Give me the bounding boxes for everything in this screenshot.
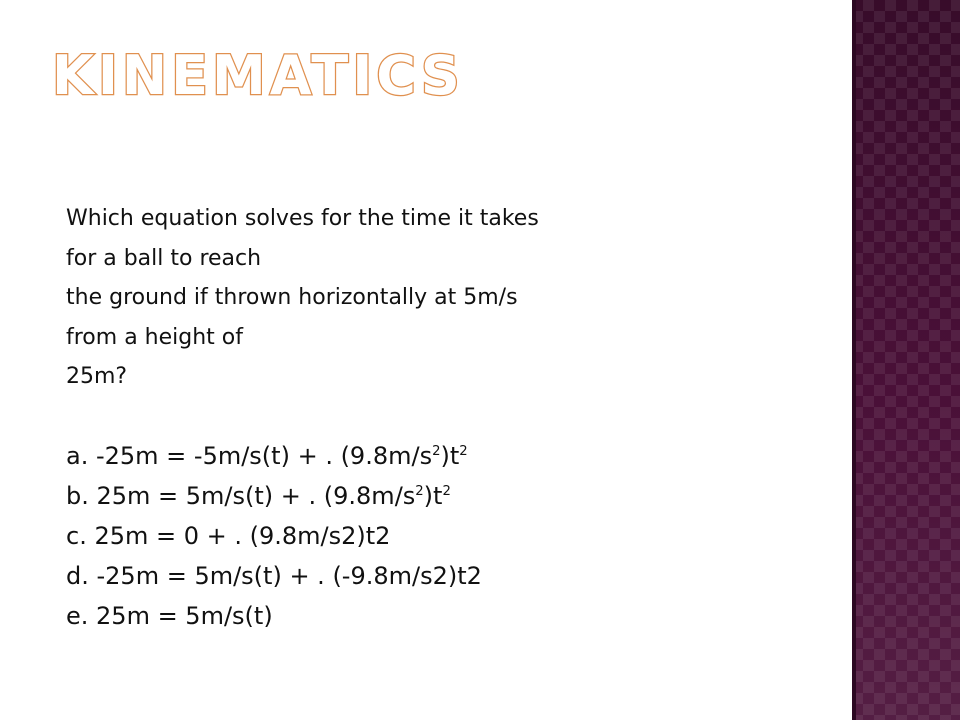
- answer-option-b: [66, 476, 766, 516]
- answer-a-exponent: 2: [432, 443, 441, 459]
- answer-b-exponent: 2: [442, 483, 451, 499]
- answer-a-exponent: 2: [459, 443, 468, 459]
- answer-b-text-end: )t: [423, 482, 443, 510]
- answer-a-text: a. -25m = -5m/s(t) + . (9.8m/s: [66, 442, 433, 470]
- question-line: 25m?: [66, 364, 128, 389]
- answer-option-c: c. 25m = 0 + . (9.8m/s2)t2: [66, 522, 391, 550]
- answer-b-text: b. 25m = 5m/s(t) + . (9.8m/s: [66, 482, 416, 510]
- question-line: the ground if thrown horizontally at 5m/s: [66, 285, 518, 310]
- answer-option-e: e. 25m = 5m/s(t): [66, 602, 273, 630]
- question-line: from a height of: [66, 324, 243, 350]
- spacer: [66, 397, 766, 437]
- decorative-side-band: [852, 0, 960, 720]
- question-line: for a ball to reach: [66, 245, 262, 271]
- answer-option-a: [66, 436, 766, 476]
- slide-title: KINEMATICS: [52, 44, 464, 107]
- question-line: Which equation solves for the time it takes: [66, 206, 539, 231]
- answer-option-d: d. -25m = 5m/s(t) + . (-9.8m/s2)t2: [66, 562, 482, 590]
- answer-b-exponent: 2: [415, 483, 424, 499]
- answer-a-text-end: )t: [440, 442, 460, 470]
- question-body: [66, 199, 766, 636]
